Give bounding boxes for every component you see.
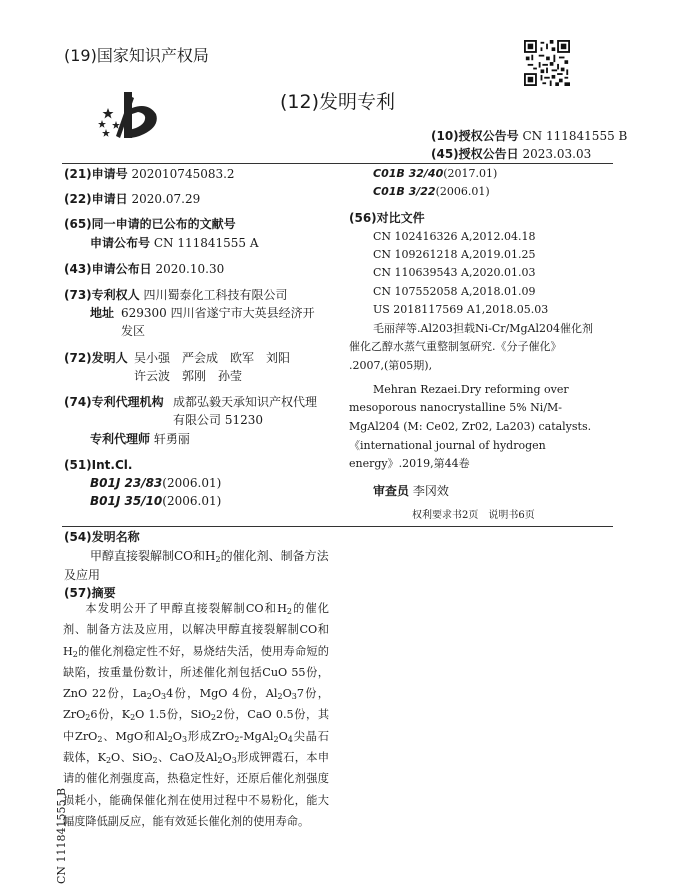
class-code: C01B 32/40 bbox=[373, 167, 444, 180]
same-application-label: (65)同一申请的已公布的文献号 bbox=[64, 217, 236, 231]
reference-text-line: Mehran Rezaei.Dry reforming over bbox=[373, 383, 569, 396]
abstract-subscript: 2 bbox=[286, 607, 292, 616]
abstract-segment: 、CaO及Al bbox=[157, 751, 218, 765]
abstract-subscript: 2 bbox=[130, 713, 136, 723]
abstract-segment: O 1.5份，SiO bbox=[135, 708, 211, 722]
app-pub-no-label: 申请公布号 bbox=[90, 236, 151, 250]
class-date: (2006.01) bbox=[435, 185, 490, 198]
abstract-subscript: 3 bbox=[181, 734, 188, 744]
abstract-subscript: 2 bbox=[217, 756, 223, 766]
intcl-date: (2006.01) bbox=[162, 476, 222, 490]
abstract-segment: 的催化剂稳定性不好，易烧结失活，使用寿命短的缺陷，按重量份数计，所述催化剂包括CuO 55份，ZnO 22份，La bbox=[63, 644, 329, 701]
abstract-text bbox=[63, 598, 329, 832]
address-line-2: 发区 bbox=[121, 324, 146, 338]
reference-text-line: mesoporous nanocrystalline 5% Ni/M- bbox=[349, 401, 563, 414]
document-type: (12)发明专利 bbox=[280, 91, 396, 113]
inventors-label: (72)发明人 bbox=[64, 351, 128, 365]
address-line-1: 629300 四川省遂宁市大英县经济开 bbox=[121, 306, 315, 320]
app-pub-no-value: CN 111841555 A bbox=[153, 236, 259, 250]
class-date: (2017.01) bbox=[443, 167, 498, 180]
agency-line-2: 有限公司 51230 bbox=[173, 413, 263, 427]
abstract-segment: O bbox=[222, 751, 232, 765]
abstract-segment: 、MgO和Al bbox=[102, 729, 168, 743]
reference-text-line: 催化乙醇水蒸气重整制氢研究.《分子催化》 bbox=[349, 340, 562, 353]
grant-pub-no-label: (10)授权公告号 bbox=[431, 129, 519, 143]
grant-pub-date-label: (45)授权公告日 bbox=[431, 147, 519, 161]
title-text: 的催化剂、制备方法 bbox=[220, 549, 329, 563]
app-date-value: 2020.07.29 bbox=[131, 192, 201, 206]
reference-item: CN 107552058 A,2018.01.09 bbox=[373, 285, 536, 298]
abstract-segment: O bbox=[282, 687, 292, 701]
abstract-segment: O、SiO bbox=[111, 751, 153, 765]
abstract-subscript: 2 bbox=[234, 734, 240, 744]
side-publication-number: CN 111841555 B bbox=[55, 787, 68, 884]
abstract-label: (57)摘要 bbox=[64, 586, 116, 600]
abstract-subscript: 2 bbox=[152, 756, 158, 766]
abstract-subscript: 3 bbox=[291, 692, 297, 702]
intcl-code: B01J 35/10 bbox=[90, 494, 163, 508]
app-no-label: (21)申请号 bbox=[64, 167, 128, 181]
grant-pub-date bbox=[431, 145, 591, 163]
reference-text-line: 毛丽萍等.Al203担载Ni-Cr/MgAl204催化剂 bbox=[373, 322, 593, 335]
abstract-segment: 7份，ZrO bbox=[63, 687, 329, 722]
title-label: (54)发明名称 bbox=[64, 530, 140, 544]
intcl-code: B01J 23/83 bbox=[90, 476, 163, 490]
section-divider bbox=[62, 526, 613, 527]
grant-pub-no bbox=[431, 127, 627, 145]
office-name: (19)国家知识产权局 bbox=[64, 46, 209, 65]
reference-text-line: .2007,(第05期), bbox=[349, 359, 433, 372]
abstract-segment: 6份，K bbox=[90, 708, 131, 722]
abstract-subscript: 2 bbox=[273, 734, 279, 744]
reference-item: CN 109261218 A,2019.01.25 bbox=[373, 248, 536, 261]
application-number bbox=[64, 165, 235, 183]
examiner-value: 李冈效 bbox=[412, 484, 449, 498]
abstract-subscript: 2 bbox=[210, 713, 216, 723]
invention-title-line-1 bbox=[90, 547, 329, 565]
agent-label: 专利代理师 bbox=[90, 432, 151, 446]
agent bbox=[90, 430, 190, 448]
invention-title-line-2: 及应用 bbox=[64, 568, 101, 582]
abstract-segment: O bbox=[278, 729, 288, 743]
abstract-segment: 2份，CaO 0.5份，其中ZrO bbox=[63, 708, 330, 743]
abstract-subscript: 2 bbox=[277, 692, 283, 702]
agency-line-1: 成都弘毅天承知识产权代理 bbox=[173, 395, 318, 409]
reference-item: US 2018117569 A1,2018.05.03 bbox=[373, 303, 549, 316]
intcl-entry bbox=[90, 492, 221, 510]
abstract-segment: 形成ZrO bbox=[187, 729, 235, 743]
abstract-segment: 尖晶石载体，K bbox=[63, 729, 329, 765]
abstract-subscript: 2 bbox=[72, 649, 78, 659]
reference-item: CN 102416326 A,2012.04.18 bbox=[373, 230, 536, 243]
patentee bbox=[64, 286, 288, 304]
patentee-label: (73)专利权人 bbox=[64, 288, 140, 302]
abstract-segment: -MgAl bbox=[239, 729, 274, 743]
references-label: (56)对比文件 bbox=[349, 211, 425, 225]
abstract-segment: 4份，MgO 4份，Al bbox=[166, 687, 278, 701]
abstract-segment: 的催化剂、制备方法及应用，以解决甲醇直接裂解制CO和H bbox=[63, 602, 329, 658]
reference-text-line: 《international journal of hydrogen bbox=[349, 439, 546, 452]
abstract-subscript: 2 bbox=[167, 734, 173, 744]
pages-note: 权利要求书2页 说明书6页 bbox=[412, 510, 535, 521]
abstract-subscript: 2 bbox=[85, 713, 91, 723]
app-no-value: 202010745083.2 bbox=[131, 167, 235, 181]
title-text: 甲醇直接裂解制CO和H bbox=[90, 549, 216, 563]
app-pub-date-label: (43)申请公布日 bbox=[64, 262, 152, 276]
agency-label: (74)专利代理机构 bbox=[64, 395, 164, 409]
patent-office-logo-icon bbox=[96, 88, 160, 142]
inventors-line-2: 许云波 郭刚 孙莹 bbox=[134, 369, 243, 383]
reference-item: CN 110639543 A,2020.01.03 bbox=[373, 266, 536, 279]
class-entry bbox=[373, 165, 497, 183]
application-pub-date bbox=[64, 260, 224, 278]
grant-pub-no-value: CN 111841555 B bbox=[522, 129, 628, 143]
examiner bbox=[373, 482, 449, 500]
abstract-subscript: 3 bbox=[231, 756, 237, 766]
reference-text-line: energy》.2019,第44卷 bbox=[349, 457, 470, 470]
app-pub-date-value: 2020.10.30 bbox=[155, 262, 225, 276]
intcl-label: (51)Int.Cl. bbox=[64, 458, 133, 472]
agent-value: 轩勇丽 bbox=[153, 432, 190, 446]
abstract-subscript: 2 bbox=[97, 734, 103, 744]
application-date bbox=[64, 190, 200, 208]
app-date-label: (22)申请日 bbox=[64, 192, 128, 206]
patentee-value: 四川蜀泰化工科技有限公司 bbox=[143, 288, 288, 302]
grant-pub-date-value: 2023.03.03 bbox=[522, 147, 592, 161]
abstract-subscript: 3 bbox=[161, 692, 167, 702]
abstract-segment: 本发明公开了甲醇直接裂解制CO和H bbox=[85, 602, 287, 615]
class-entry bbox=[373, 183, 490, 201]
header-divider bbox=[62, 163, 613, 164]
abstract-segment: O bbox=[151, 687, 162, 701]
abstract-segment: 形成钾霞石，本申请的催化剂强度高，热稳定性好，还原后催化剂强度损耗小，能确保催化剂在使用过程中不易粉化，能大幅度降低副反应，能有效延长催化剂的使用寿命。 bbox=[63, 751, 330, 828]
qr-code-icon bbox=[524, 40, 570, 86]
abstract-subscript: 2 bbox=[105, 756, 112, 766]
inventors-line-1: 吴小强 严会成 欧军 刘阳 bbox=[134, 351, 291, 365]
intcl-date: (2006.01) bbox=[162, 494, 222, 508]
class-code: C01B 3/22 bbox=[373, 185, 436, 198]
abstract-subscript: 2 bbox=[146, 692, 152, 702]
address-label: 地址 bbox=[90, 306, 115, 320]
abstract-subscript: 4 bbox=[287, 734, 293, 744]
intcl-entry bbox=[90, 474, 221, 492]
examiner-label: 审查员 bbox=[373, 484, 410, 498]
application-pub-no bbox=[90, 234, 259, 252]
reference-text-line: MgAl204 (M: Ce02, Zr02, La203) catalysts. bbox=[349, 420, 592, 433]
abstract-segment: O bbox=[172, 729, 182, 743]
title-subscript: 2 bbox=[215, 555, 221, 564]
